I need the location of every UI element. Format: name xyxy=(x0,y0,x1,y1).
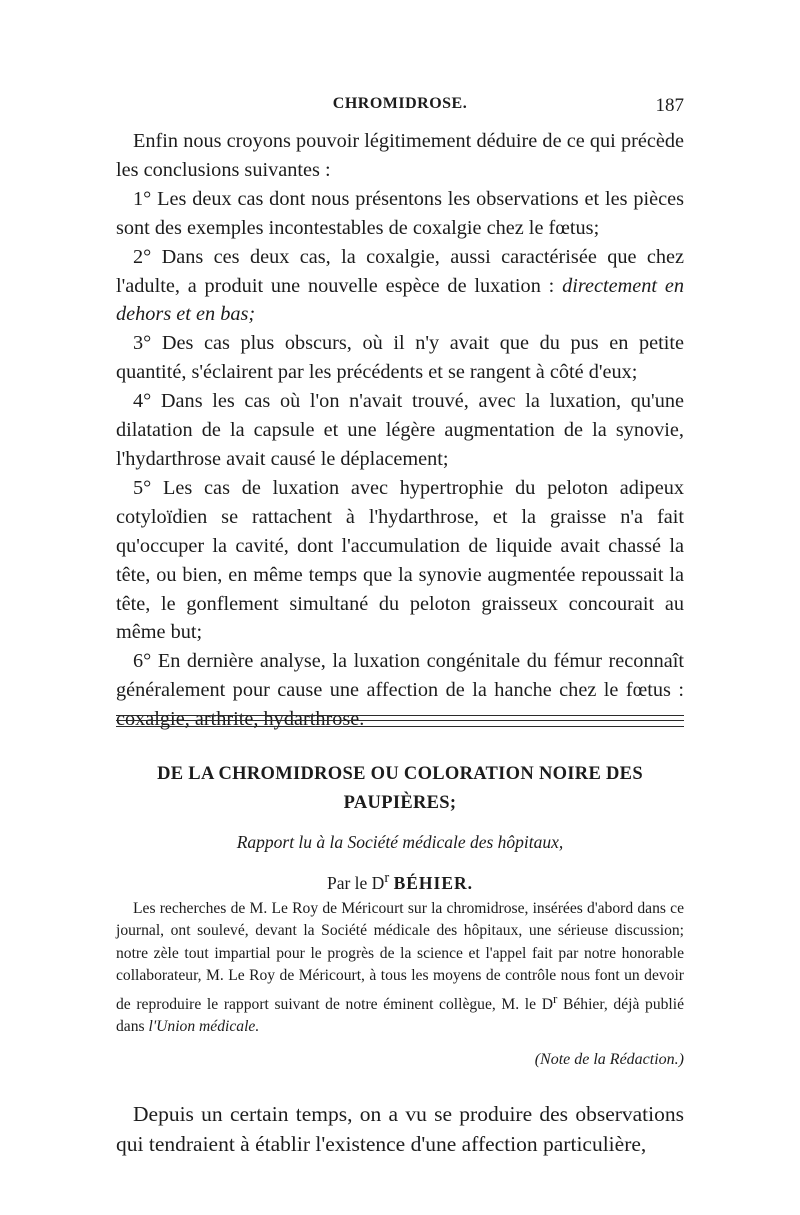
report-opening-text xyxy=(116,1099,684,1159)
paragraph-report-opening: Depuis un certain temps, on a vu se produire des observations qui tendraient à établir l'existence d'une affection particulière, xyxy=(116,1102,684,1156)
paragraph-conclusion-2 xyxy=(116,243,684,330)
paragraph-intro: Enfin nous croyons pouvoir légitimement déduire de ce qui précède les conclusions suivantes : xyxy=(116,130,684,181)
editor-note-signature: (Note de la Rédaction.) xyxy=(534,1051,684,1068)
author-superscript: r xyxy=(384,870,390,886)
conclusions-text xyxy=(116,127,684,734)
conclusion-2-text: 2° Dans ces deux cas, la coxalgie, aussi caractérisée que chez l'adulte, a produit une nouvelle espèce de luxation : xyxy=(116,245,684,297)
section-title: DE LA CHROMIDROSE OU COLORATION NOIRE DES PAUPIÈRES; xyxy=(157,764,643,813)
section-divider-middle xyxy=(116,720,684,721)
report-subtitle: Rapport lu à la Société médicale des hôpitaux, xyxy=(236,832,564,852)
section-divider-bottom xyxy=(116,726,684,727)
paragraph-conclusion-6: 6° En dernière analyse, la luxation congénitale du fémur reconnaît généralement pour cause une affection de la hanche chez le fœtus : coxalgie, arthrite, hydarthrose. xyxy=(116,650,684,731)
editor-note xyxy=(116,898,684,1039)
paragraph-conclusion-5: 5° Les cas de luxation avec hypertrophie du peloton adipeux cotyloïdien se rattachent à l'hydarthrose, et la graisse n'a fait qu'occuper la cavité, dont l'accumulation de liquide avait chassé la tête, ou bien, en même temps que la synovie augmentée repoussait la tête, le gonflement simultané du peloton graisseux concourait au même but; xyxy=(116,476,684,644)
note-text-after: Béhier, déjà publié dans xyxy=(116,995,685,1036)
author-line xyxy=(116,870,684,894)
paragraph-conclusion-3: 3° Des cas plus obscurs, où il n'y avait que du pus en petite quantité, s'éclairent par les précédents et se rangent à côté d'eux; xyxy=(116,332,684,384)
paragraph-conclusion-1: 1° Les deux cas dont nous présentons les observations et les pièces sont des exemples incontestables de coxalgie chez le fœtus; xyxy=(116,187,684,239)
editor-note-text xyxy=(116,898,684,1039)
note-text-before: Les recherches de M. Le Roy de Méricourt sur la chromidrose, insérées d'abord dans ce journal, ont soulevé, devant la Société médicale des hôpitaux, une sérieuse discussion; notre zèle tout impartial pour le progrès de la science et l'appel fait par notre honorable collaborateur, M. Le Roy de Méricourt, à tous les moyens de contrôle nous font un devoir de reproduire le rapport suivant de notre éminent collègue, M. le D xyxy=(116,900,684,1013)
note-journal: l'Union médicale. xyxy=(148,1018,260,1036)
paragraph-conclusion-4: 4° Dans les cas où l'on n'avait trouvé, avec la luxation, qu'une dilatation de la capsule et une légère augmentation de la synovie, l'hydarthrose avait causé le déplacement; xyxy=(116,390,684,470)
note-superscript: r xyxy=(552,990,558,1006)
author-prefix: Par le D xyxy=(326,872,385,893)
conclusion-2-italic: directement en dehors et en bas; xyxy=(116,274,684,326)
running-head-title: CHROMIDROSE. xyxy=(332,95,468,112)
author-name: BÉHIER. xyxy=(393,872,474,893)
section-divider-top xyxy=(116,715,684,716)
running-head xyxy=(116,95,684,121)
page-number: 187 xyxy=(655,95,684,116)
